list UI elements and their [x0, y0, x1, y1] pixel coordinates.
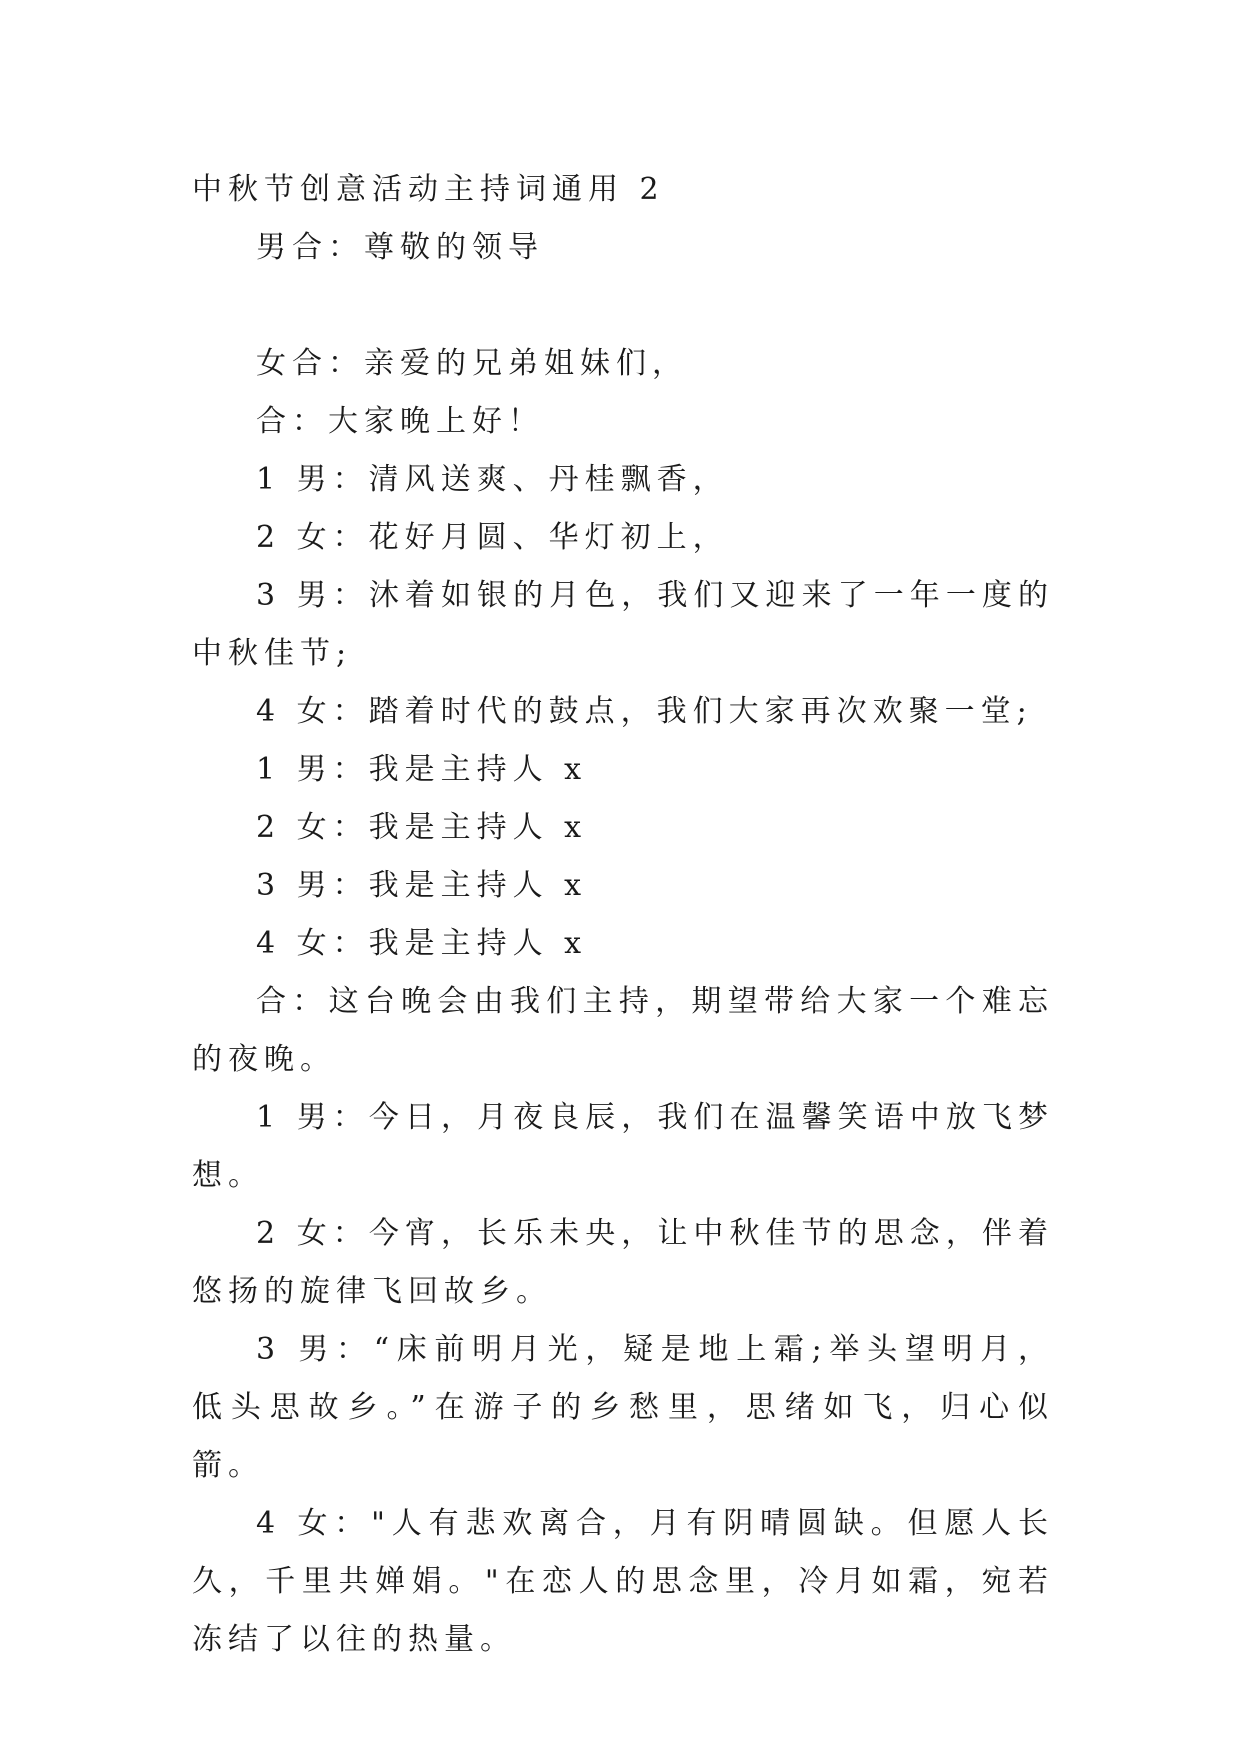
script-line: 3 男：“床前明月光，疑是地上霜;举头望明月，低头思故乡。”在游子的乡愁里，思绪如飞，归心似箭。 [192, 1332, 1054, 1483]
script-line: 1 男：清风送爽、丹桂飘香， [256, 462, 729, 497]
script-line: 2 女：今宵，长乐未央，让中秋佳节的思念，伴着悠扬的旋律飞回故乡。 [192, 1216, 1054, 1309]
document-body [192, 161, 1054, 1669]
script-line: 4 女：我是主持人 x [256, 926, 588, 961]
script-line: 合：大家晚上好！ [256, 404, 544, 439]
script-line: 2 女：花好月圆、华灯初上， [256, 520, 729, 555]
script-line: 男合：尊敬的领导 [256, 230, 544, 265]
script-line: 3 男：我是主持人 x [256, 868, 588, 903]
script-line: 1 男：今日，月夜良辰，我们在温馨笑语中放飞梦想。 [192, 1100, 1054, 1193]
script-line: 女合：亲爱的兄弟姐妹们， [256, 346, 688, 381]
script-line: 合：这台晚会由我们主持，期望带给大家一个难忘的夜晚。 [192, 984, 1054, 1077]
script-line: 3 男：沐着如银的月色，我们又迎来了一年一度的中秋佳节; [192, 578, 1054, 671]
script-line: 1 男：我是主持人 x [256, 752, 588, 787]
document-title: 中秋节创意活动主持词通用 2 [192, 172, 665, 207]
script-line: 4 女：踏着时代的鼓点，我们大家再次欢聚一堂; [256, 694, 1033, 729]
script-line: 2 女：我是主持人 x [256, 810, 588, 845]
blank-line [192, 277, 1054, 335]
script-line: 4 女："人有悲欢离合，月有阴晴圆缺。但愿人长久，千里共婵娟。"在恋人的思念里，冷月如霜，宛若冻结了以往的热量。 [192, 1506, 1054, 1657]
